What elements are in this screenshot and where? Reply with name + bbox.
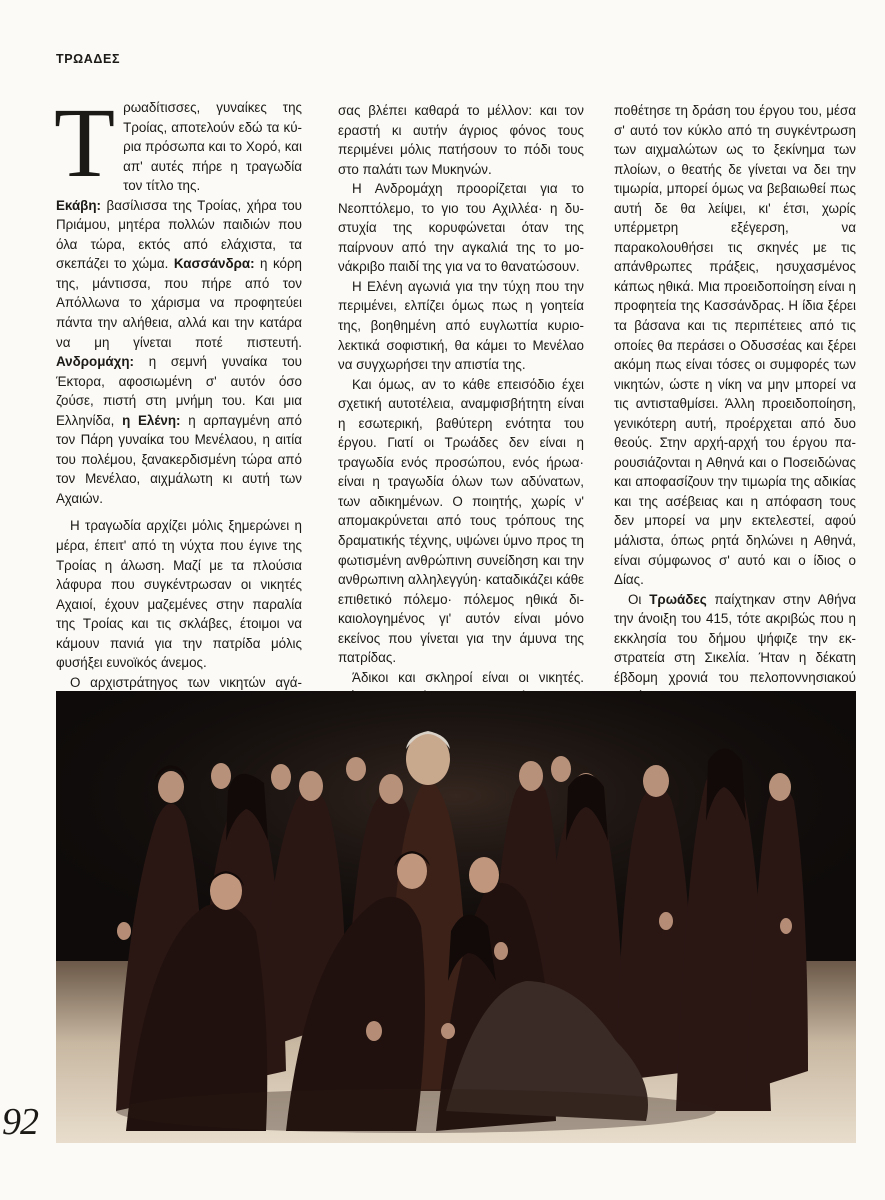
- paragraph: Η Ελένη αγωνιά για την τύχη που την περιμένει, ελπίζει όμως πως η γοητεία της, βοηθημένη από ευγλωττία κυριολεκτικά σοφιστική, θα κάμει το Μενέλαο να συγχωρήσει την απιστία της.: [338, 278, 584, 373]
- paragraph: Η Ανδρομάχη προορίζεται για το Νεοπτόλεμο, το γιο του Αχιλλέα· η δυστυχία της κορυφώνεται όταν της παίρνουν από την αγκαλιά της το μονάκριβο παιδί της για να το θανατώσουν.: [338, 181, 584, 275]
- paragraph: ποθέτησε τη δράση του έργου του, μέσα σ' αυτό τον κύκλο από τη συγκέντρωση των αιχμαλώτων ως το ξεκίνημα των πλοίων, ο θεατής δε γίνεται να δει την τιμωρία, μπορεί όμως να βεβαιωθεί πως αυτή δε θα λείψει, κι' έτσι, χωρίς υπέρμετρη εξέγερση, να παρακολουθήσει τις σκηνές με τις απάνθρωπες πράξεις, ησυχασμένος κάπως ηθικά. Μια προειδοποίηση είναι η προφητεία της Κασσάνδρας. Η ίδια ξέρει τα βάσανα και τις περιπέτειες από τις οποίες θα περάσει ο Οδυσσέας και ξέρει ακόμη πως είναι τόσες οι συμφορές των νικητών, ώστε η νίκη να μην μπορεί να τις αντισταθμίσει. Άλλη προειδοποίηση, γενικότερη αυτή, προέρχεται από δυο θεούς. Στην αρχή-αρχή του έργου παρουσιάζονται η Αθηνά και ο Ποσειδώνας και αποφασίζουν την τιμωρία της αδικίας και της ασέβειας και η απόφαση τους δεν μπορεί να μην εκτελεστεί, αφού μάλιστα, όπως ρητά δηλώνει η Αθηνά, είναι σύμφωνος σ' αυτό και ο ίδιος ο Δίας.: [614, 103, 856, 588]
- paragraph: ρωαδίτισσες, γυναίκες της Τροίας, αποτελούν εδώ τα κύρια πρόσωπα και το Χορό, και απ' αυτές πήρε η τραγωδία τον τίτλο της.: [123, 100, 302, 194]
- article-column-2: [338, 101, 584, 707]
- paragraph: Οι Τρωάδες παίχτηκαν στην Αθήνα την άνοιξη του 415, τότε ακριβώς που η εκκλησία του δήμου ψήφιζε την εκστρατεία στη Σικελία. Ήταν η δέκατη έβδομη χρονιά του πελοποννησιακού: [614, 591, 856, 685]
- paragraph: Εκάβη: βασίλισσα της Τροίας, χήρα του Πριάμου, μητέρα πολλών παιδιών που όλα τώρα, εκτός από ελάχιστα, τα σκεπάζει το χώμα. Κασσάνδρα: η κόρη της, μάντισσα, που πήρε από τον Απόλλωνα το χάρισμα να προφητεύει πάντα την αλήθεια, αλλά και την κατάρα να μη γίνεται ποτέ πιστευτή. Ανδρομάχη: η σεμνή γυναίκα του Έκτορα, αφοσιωμένη σ' αυτόν όσο ζούσε, πιστή στη μνήμη του. Και μια Ελληνίδα, η Ελένη: η αρπαγμένη από τον Πάρη γυναίκα του Μενέλαου, η αιτία του πολέμου, ξανακερδισμένη τώρα από τον Μενέλαο, αιχμάλωτη κι αυτή των Αχαιών.: [56, 197, 303, 506]
- paragraph: Ο αρχιστράτηγος των νικητών αγά: [70, 674, 302, 690]
- article-column-3: [614, 101, 856, 707]
- section-title: ΤΡΩΑΔΕΣ: [56, 52, 121, 66]
- stage-photo: [56, 691, 856, 1143]
- paragraph: Και όμως, αν το κάθε επεισόδιο έχει σχετική αυτοτέλεια, αναμφισβήτητη είναι η εσωτερική, βαθύτερη ενότητα του έργου. Γιατί οι Τρωάδες δεν είναι η τραγωδία ενός προσώπου, ενός ήρωα· είναι η τραγωδία όλων των αδύνατων, των αδικημένων. Ο ποιητής, χωρίς ν' απομακρύνεται από τους τρόπους της δραματικής τέχνης, υψώνει ύμνο προς τη φωτισμένη ανθρώπινη συνείδηση και την ανθρωπινη αλληλεγγύη· καταδικάζει κάθε επιθετικό πόλεμο· πόλεμος ηθικά δικαιολογημένος γι' αυτόν είναι μόνο εκείνος που γίνεται για την άμυνα της πατρίδας.: [338, 376, 584, 666]
- page-number: 92: [2, 1101, 38, 1143]
- paragraph: σας βλέπει καθαρά το μέλλον: και τον εραστή κι αυτήν άγριος φόνος τους περιμένει μόλις πατήσουν το πόδι τους στο παλάτι των Μυκηνών.: [338, 103, 584, 177]
- paragraph: Άδικοι και σκληροί είναι οι νικητές.: [352, 669, 584, 685]
- paragraph: Η τραγωδία αρχίζει μόλις ξημερώνει η μέρα, έπειτ' από τη νύχτα που έγινε της Τροίας η άλωση. Μαζί με τα πλούσια λάφυρα που συγκέντρωσαν οι νικητές Αχαιοί, έχουν μαζεμένες στην παραλία της Τροίας και τις σκλάβες, έτοιμοι να κάμουν πανιά για την πατρίδα μόλις φυσήξει ευνοϊκός άνεμος.: [56, 518, 302, 671]
- drop-cap: Τ: [54, 87, 116, 198]
- chorus-of-trojan-women-image: [56, 691, 856, 1143]
- article-column-1: [54, 87, 303, 732]
